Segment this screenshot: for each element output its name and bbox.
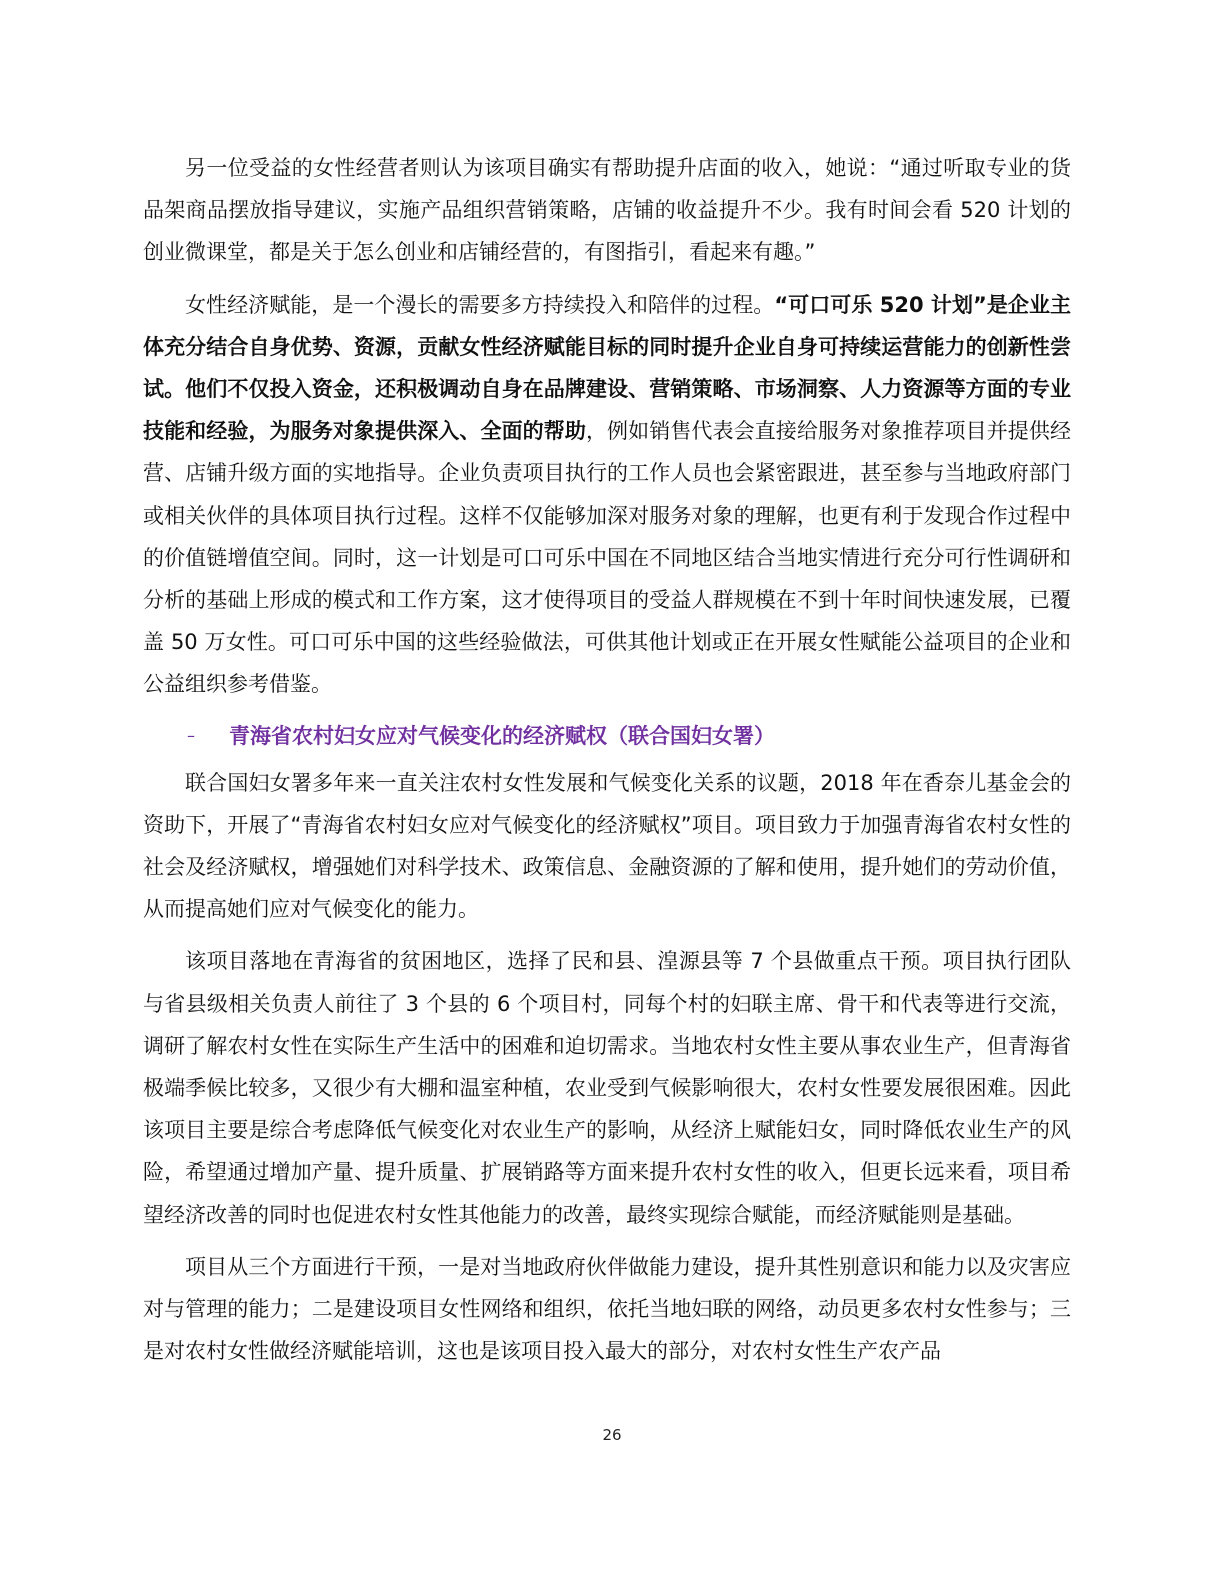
summary-intro-text: 女性经济赋能，是一个漫长的需要多方持续投入和陪伴的过程。: [185, 292, 775, 317]
dash-bullet-icon: –: [187, 725, 195, 745]
paragraph-project-intro: 联合国妇女署多年来一直关注农村女性发展和气候变化关系的议题，2018 年在香奈儿基金会的资助下，开展了“青海省农村妇女应对气候变化的经济赋权”项目。项目致力于加强青海省农村女性的社会及经济赋权，增强她们对科学技术、政策信息、金融资源的了解和使用，提升她们的劳动价值，从而提高她们应对气候变化的能力。: [143, 770, 1071, 922]
section-heading-title: 青海省农村妇女应对气候变化的经济赋权（联合国妇女署）: [229, 723, 775, 748]
summary-bold-text: “可口可乐 520 计划”是企业主体充分结合自身优势、资源，贡献女性经济赋能目标的同时提升企业自身可持续运营能力的创新性尝试。他们不仅投入资金，还积极调动自身在品牌建设、营销策略、市场洞察、人力资源等方面的专业技能和经验，为服务对象提供深入、全面的帮助: [143, 292, 1072, 444]
paragraph-summary: [143, 284, 1071, 706]
paragraph-project-location: 该项目落地在青海省的贫困地区，选择了民和县、湟源县等 7 个县做重点干预。项目执行团队与省县级相关负责人前往了 3 个县的 6 个项目村，同每个村的妇联主席、骨干和代表等进行交流，调研了解农村女性在实际生产生活中的困难和迫切需求。当地农村女性主要从事农业生产，但青海省极端季候比较多，又很少有大棚和温室种植，农业受到气候影响很大，农村女性要发展很困难。因此该项目主要是综合考虑降低气候变化对农业生产的影响，从经济上赋能妇女，同时降低农业生产的风险，希望通过增加产量、提升质量、扩展销路等方面来提升农村女性的收入，但更长远来看，项目希望经济改善的同时也促进农村女性其他能力的改善，最终实现综合赋能，而经济赋能则是基础。: [143, 949, 1071, 1227]
page-content: [143, 147, 1071, 1372]
page-number: 26: [602, 1426, 622, 1444]
paragraph-testimonial: 另一位受益的女性经营者则认为该项目确实有帮助提升店面的收入，她说：“通过听取专业的货品架商品摆放指导建议，实施产品组织营销策略，店铺的收益提升不少。我有时间会看 520 计划的创业微课堂，都是关于怎么创业和店铺经营的，有图指引，看起来有趣。”: [143, 156, 1071, 265]
section-heading: [143, 716, 1071, 756]
paragraph-project-interventions: 项目从三个方面进行干预，一是对当地政府伙伴做能力建设，提升其性别意识和能力以及灾害应对与管理的能力；二是建设项目女性网络和组织，依托当地妇联的网络，动员更多农村女性参与；三是对农村女性做经济赋能培训，这也是该项目投入最大的部分，对农村女性生产农产品: [143, 1254, 1071, 1364]
summary-rest-text: ，例如销售代表会直接给服务对象推荐项目并提供经营、店铺升级方面的实地指导。企业负责项目执行的工作人员也会紧密跟进，甚至参与当地政府部门或相关伙伴的具体项目执行过程。这样不仅能够加深对服务对象的理解，也更有利于发现合作过程中的价值链增值空间。同时，这一计划是可口可乐中国在不同地区结合当地实情进行充分可行性调研和分析的基础上形成的模式和工作方案，这才使得项目的受益人群规模在不到十年时间快速发展，已覆盖 50 万女性。可口可乐中国的这些经验做法，可供其他计划或正在开展女性赋能公益项目的企业和公益组织参考借鉴。: [143, 419, 1071, 697]
